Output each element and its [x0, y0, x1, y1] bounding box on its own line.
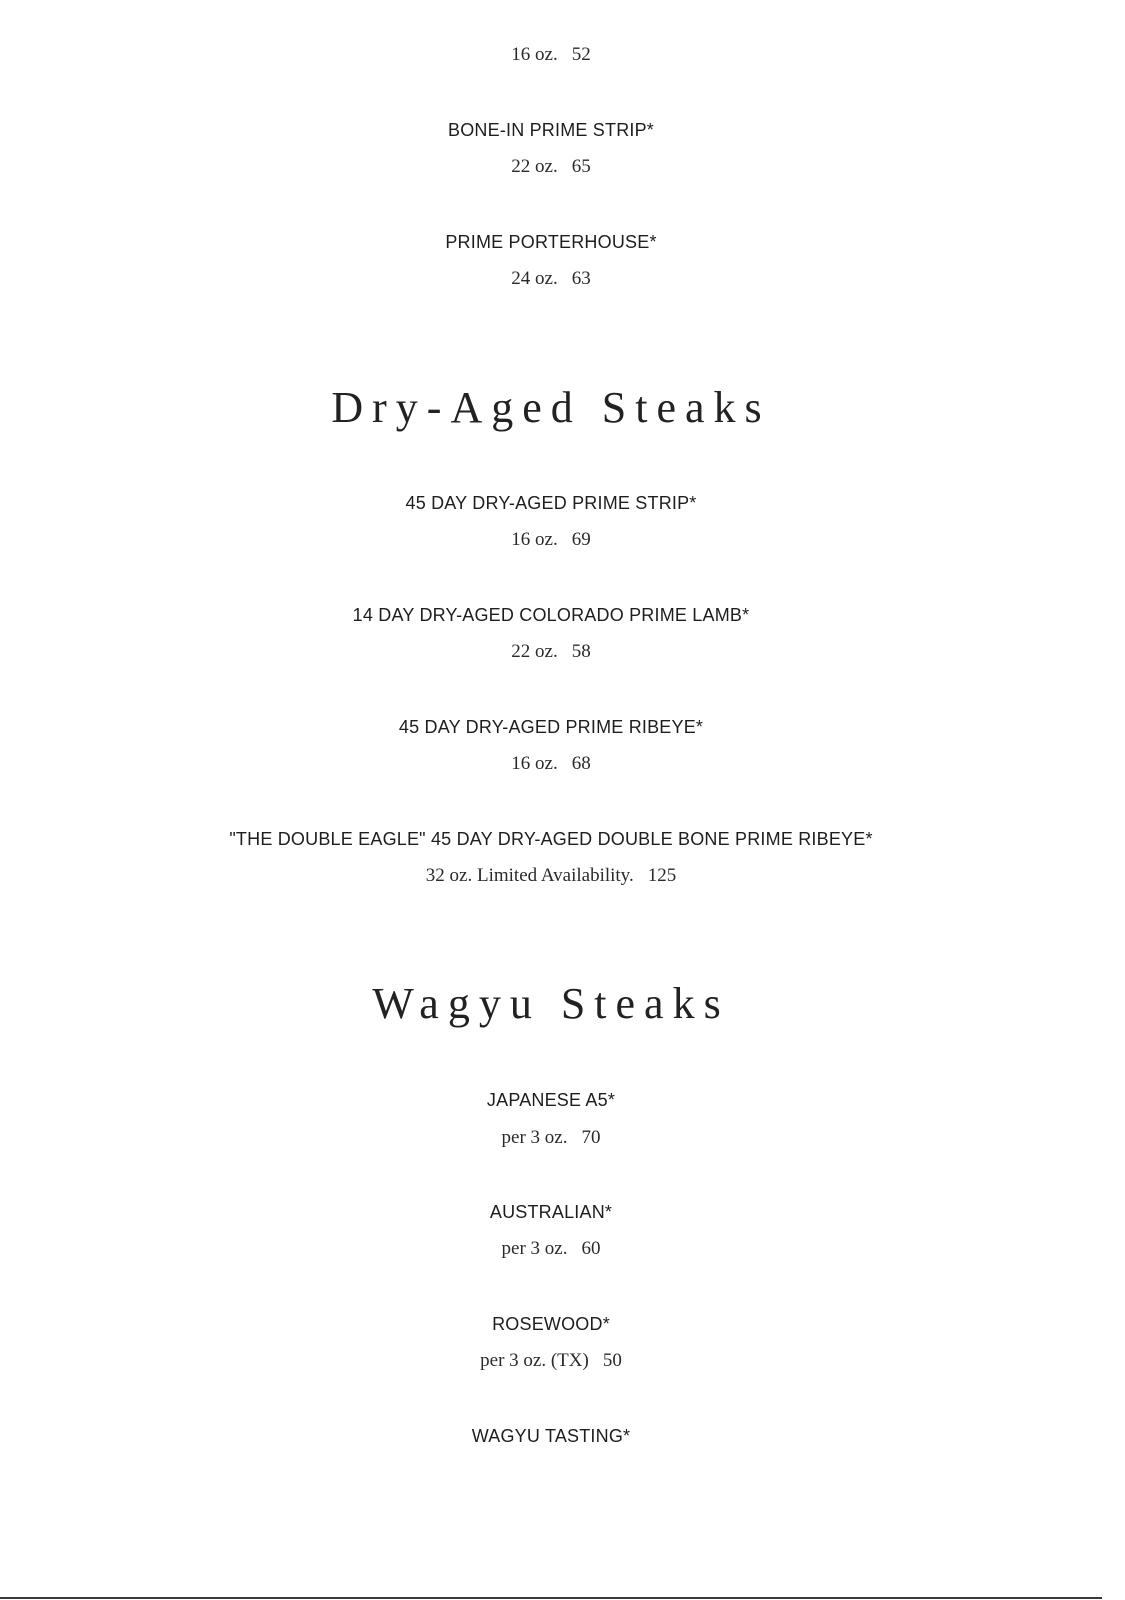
section-title-dry-aged: Dry-Aged Steaks — [331, 383, 771, 432]
menu-item-name: 45 DAY DRY-AGED PRIME STRIP* — [405, 493, 697, 513]
item-size: 16 oz. — [511, 529, 558, 550]
menu-item-name: AUSTRALIAN* — [489, 1202, 613, 1222]
menu-item-name: JAPANESE A5* — [486, 1090, 616, 1110]
menu-item-name: "THE DOUBLE EAGLE" 45 DAY DRY-AGED DOUBLE BONE PRIME RIBEYE* — [229, 829, 873, 849]
item-price: 58 — [571, 641, 591, 662]
item-price: 125 — [647, 865, 677, 886]
item-size: 24 oz. — [511, 268, 558, 289]
item-price: 63 — [571, 268, 591, 289]
item-price: 65 — [571, 156, 591, 177]
menu-item-name: PRIME PORTERHOUSE* — [445, 232, 657, 252]
item-price: 52 — [571, 44, 591, 65]
item-detail — [0, 752, 1102, 776]
item-detail — [0, 267, 1102, 291]
item-size: per 3 oz. (TX) — [480, 1350, 589, 1371]
item-detail — [0, 864, 1102, 888]
item-size: 16 oz. — [511, 753, 558, 774]
menu-item-name: ROSEWOOD* — [492, 1314, 610, 1334]
menu-item-name: WAGYU TASTING* — [471, 1426, 631, 1446]
item-price: 60 — [581, 1238, 601, 1259]
item-detail — [0, 640, 1102, 664]
item-size: per 3 oz. — [501, 1238, 568, 1259]
item-detail — [0, 1126, 1102, 1150]
item-detail — [0, 1237, 1102, 1261]
item-detail — [0, 528, 1102, 552]
item-size: 22 oz. — [511, 641, 558, 662]
page-bottom-border — [0, 1597, 1102, 1599]
section-title-wagyu: Wagyu Steaks — [372, 979, 730, 1028]
item-size: 32 oz. Limited Availability. — [425, 865, 634, 886]
item-detail — [0, 155, 1102, 179]
item-size: 22 oz. — [511, 156, 558, 177]
item-price: 70 — [581, 1127, 601, 1148]
item-price: 69 — [571, 529, 591, 550]
page-margin — [1102, 0, 1125, 1600]
item-price: 68 — [571, 753, 591, 774]
item-detail — [0, 1349, 1102, 1373]
menu-item-name: 45 DAY DRY-AGED PRIME RIBEYE* — [398, 717, 704, 737]
item-detail — [0, 43, 1102, 67]
menu-item-name: BONE-IN PRIME STRIP* — [447, 120, 655, 140]
item-price: 50 — [602, 1350, 622, 1371]
item-size: per 3 oz. — [501, 1127, 568, 1148]
item-size: 16 oz. — [511, 44, 558, 65]
menu-item-name: 14 DAY DRY-AGED COLORADO PRIME LAMB* — [352, 605, 750, 625]
